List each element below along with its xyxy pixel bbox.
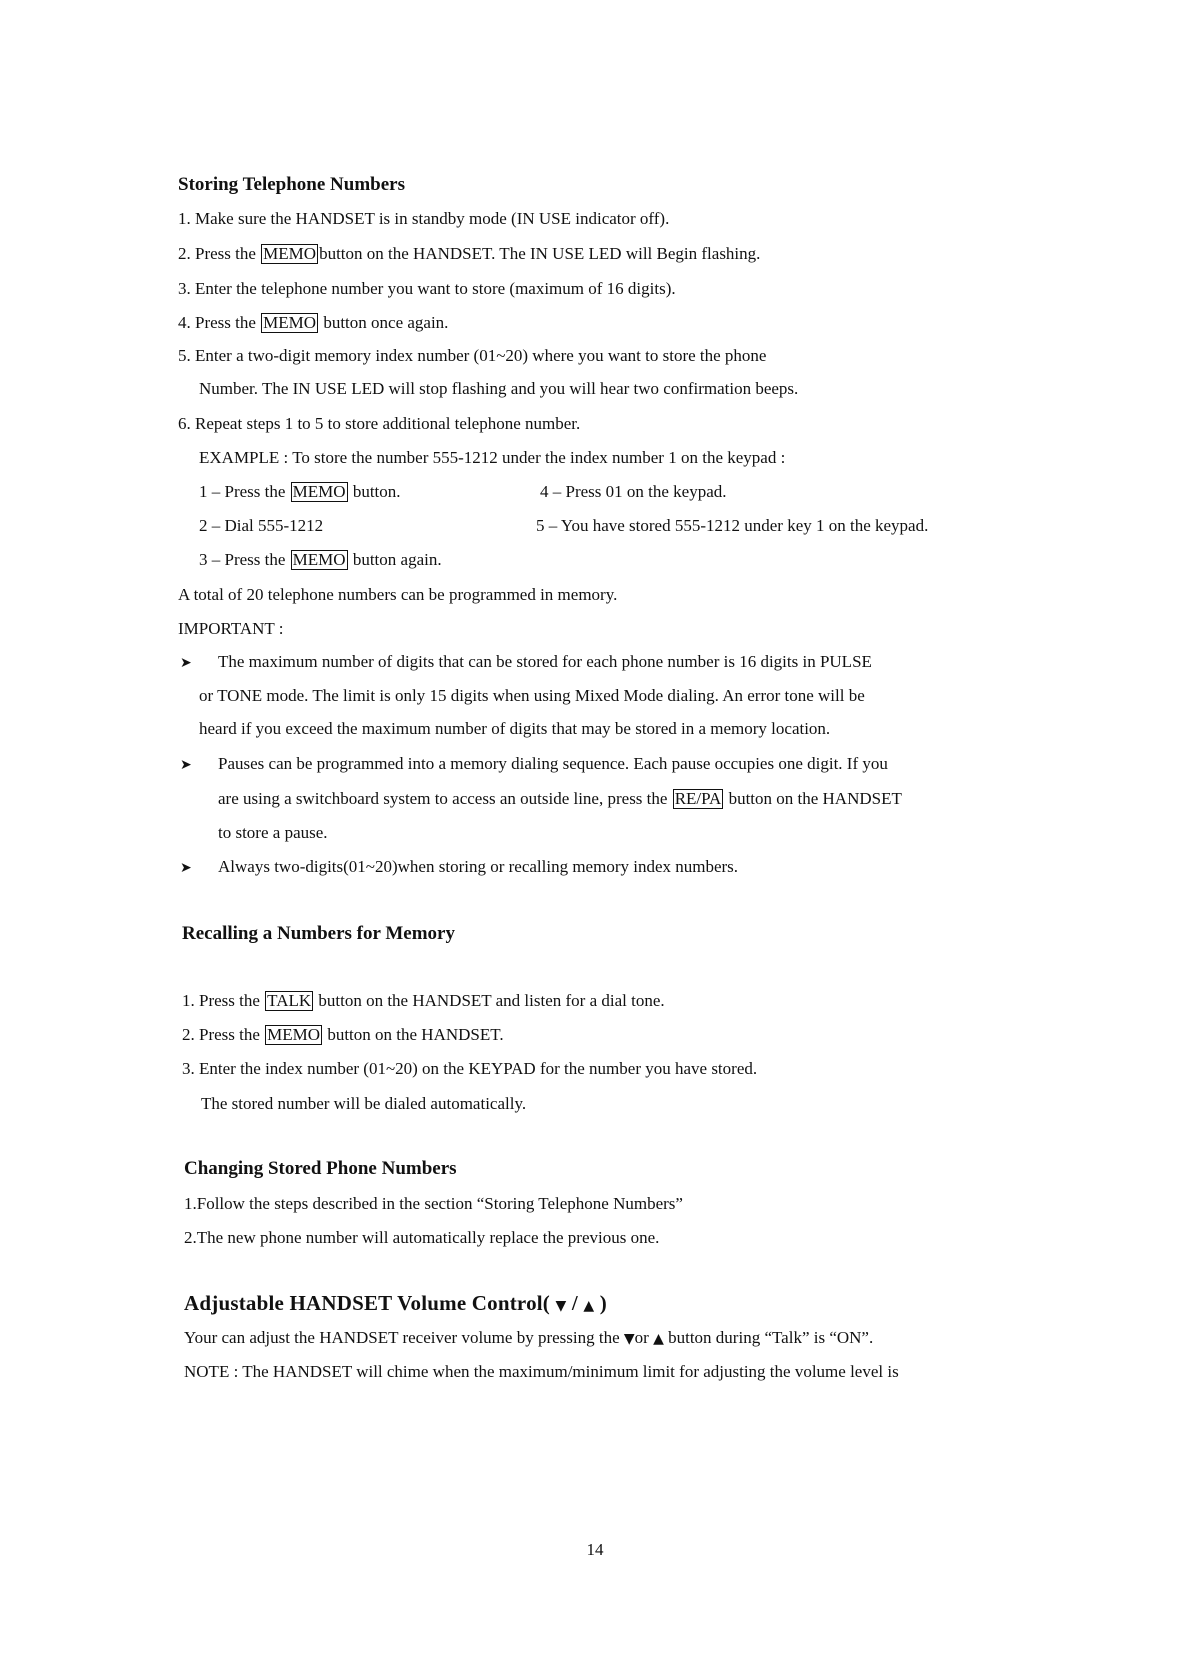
- bullet-arrow-icon: ➤: [180, 860, 192, 876]
- heading-recalling: Recalling a Numbers for Memory: [182, 923, 455, 944]
- text: or: [634, 1328, 654, 1347]
- repa-key-label: RE/PA: [674, 789, 722, 808]
- memo-key-label: MEMO: [263, 313, 317, 332]
- text: 1 – Press the: [199, 482, 290, 501]
- text: 1. Press the: [182, 991, 265, 1010]
- changing-step-2: 2.The new phone number will automatically replace the previous one.: [184, 1228, 660, 1247]
- heading-volume: [184, 1292, 607, 1317]
- text: button.: [348, 482, 401, 501]
- memo-key-label: MEMO: [267, 1025, 321, 1044]
- bullet-2-line-a: Pauses can be programmed into a memory dialing sequence. Each pause occupies one digit. If you: [218, 754, 888, 773]
- recall-step-3b: The stored number will be dialed automatically.: [201, 1094, 527, 1113]
- text: 3 – Press the: [199, 550, 290, 569]
- bullet-arrow-icon: ➤: [180, 655, 192, 671]
- text: 2. Press the: [178, 244, 261, 263]
- text: are using a switchboard system to access an outside line, press the: [218, 789, 672, 808]
- text: button once again.: [319, 313, 449, 332]
- text: button on the HANDSET and listen for a dial tone.: [314, 991, 665, 1010]
- recall-step-1: [182, 990, 665, 1012]
- text: button on the HANDSET.: [323, 1025, 504, 1044]
- page-number: 14: [586, 1540, 604, 1559]
- volume-note: NOTE : The HANDSET will chime when the maximum/minimum limit for adjusting the volume level is: [184, 1362, 899, 1381]
- example-step-2: 2 – Dial 555-1212: [199, 516, 324, 535]
- volume-up-icon: ▲: [653, 1331, 664, 1347]
- bullet-1-line-b: or TONE mode. The limit is only 15 digits when using Mixed Mode dialing. An error tone will be: [199, 686, 865, 705]
- storing-step-2: [178, 243, 760, 265]
- text: 2. Press the: [182, 1025, 265, 1044]
- bullet-2-line-b: [218, 788, 902, 810]
- text: button again.: [348, 550, 442, 569]
- changing-step-1: 1.Follow the steps described in the section “Storing Telephone Numbers”: [184, 1194, 683, 1213]
- talk-key-label: TALK: [267, 991, 312, 1010]
- recall-step-3a: 3. Enter the index number (01~20) on the KEYPAD for the number you have stored.: [182, 1059, 758, 1078]
- example-step-4: 4 – Press 01 on the keypad.: [540, 482, 727, 501]
- text: /: [566, 1291, 584, 1315]
- text: button on the HANDSET: [724, 789, 902, 808]
- total-note: A total of 20 telephone numbers can be programmed in memory.: [178, 585, 618, 604]
- example-intro: EXAMPLE : To store the number 555-1212 under the index number 1 on the keypad :: [199, 448, 786, 467]
- storing-step-4: [178, 312, 448, 334]
- important-label: IMPORTANT :: [178, 619, 284, 638]
- text: 4. Press the: [178, 313, 261, 332]
- example-step-1: [199, 481, 401, 503]
- bullet-2-line-c: to store a pause.: [218, 823, 328, 842]
- text: button during “Talk” is “ON”.: [663, 1328, 874, 1347]
- storing-step-5a: 5. Enter a two-digit memory index number (01~20) where you want to store the phone: [178, 346, 767, 365]
- text: ): [594, 1291, 607, 1315]
- text: Adjustable HANDSET Volume Control(: [184, 1291, 551, 1315]
- heading-changing: Changing Stored Phone Numbers: [184, 1158, 457, 1179]
- example-step-3: [199, 549, 442, 571]
- volume-down-icon: ▼: [623, 1331, 635, 1347]
- volume-line-1: [184, 1327, 873, 1350]
- recall-step-2: [182, 1024, 504, 1046]
- storing-step-3: 3. Enter the telephone number you want to store (maximum of 16 digits).: [178, 279, 676, 298]
- memo-key-label: MEMO: [263, 244, 317, 263]
- memo-key-label: MEMO: [292, 482, 346, 501]
- memo-key-label: MEMO: [292, 550, 346, 569]
- storing-step-5b: Number. The IN USE LED will stop flashing and you will hear two confirmation beeps.: [199, 379, 799, 398]
- bullet-3: Always two-digits(01~20)when storing or recalling memory index numbers.: [218, 857, 739, 876]
- storing-step-1: 1. Make sure the HANDSET is in standby mode (IN USE indicator off).: [178, 209, 670, 228]
- volume-up-icon: ▲: [583, 1298, 595, 1314]
- text: Your can adjust the HANDSET receiver volume by pressing the: [184, 1328, 624, 1347]
- volume-down-icon: ▼: [555, 1298, 567, 1314]
- bullet-1-line-c: heard if you exceed the maximum number of digits that may be stored in a memory location.: [199, 719, 831, 738]
- text: button on the HANDSET. The IN USE LED will Begin flashing.: [319, 244, 761, 263]
- bullet-1-line-a: The maximum number of digits that can be stored for each phone number is 16 digits in PULSE: [218, 652, 872, 671]
- storing-step-6: 6. Repeat steps 1 to 5 to store additional telephone number.: [178, 414, 581, 433]
- bullet-arrow-icon: ➤: [180, 757, 192, 773]
- heading-storing: Storing Telephone Numbers: [178, 174, 405, 195]
- example-step-5: 5 – You have stored 555-1212 under key 1 on the keypad.: [536, 516, 929, 535]
